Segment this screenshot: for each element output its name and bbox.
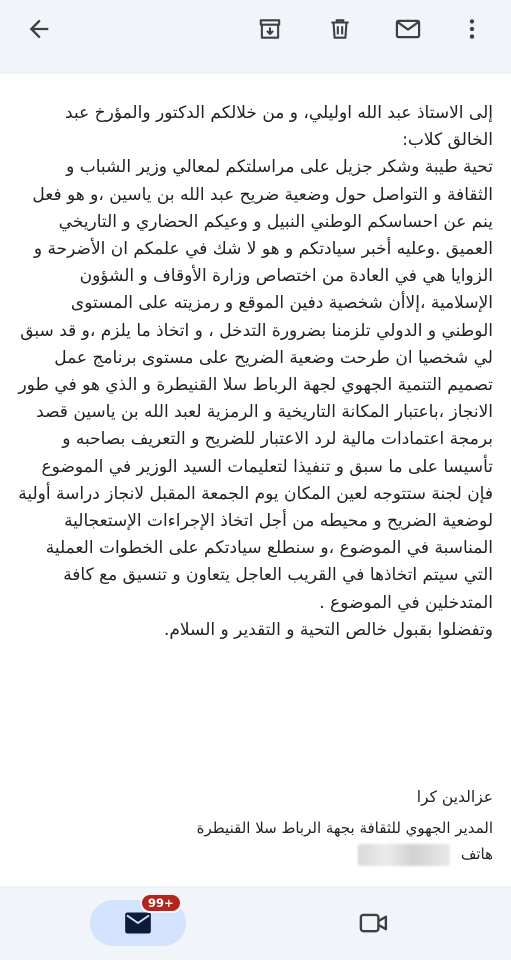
mark-unread-button[interactable] <box>388 9 428 49</box>
arrow-back-icon <box>25 15 53 43</box>
archive-icon <box>257 16 283 42</box>
signature-block <box>18 784 493 867</box>
bottom-navigation <box>0 886 511 960</box>
signature-phone <box>18 841 493 867</box>
top-app-bar <box>0 0 511 74</box>
nav-mail-tab[interactable] <box>90 896 186 946</box>
message-body <box>18 100 493 644</box>
archive-button[interactable] <box>250 9 290 49</box>
more-options-button[interactable] <box>452 9 492 49</box>
signature-name: عزالدين كرا <box>416 788 493 806</box>
mail-icon <box>124 911 152 935</box>
unread-count-badge: 99+ <box>140 893 182 913</box>
trash-icon <box>327 16 353 42</box>
delete-button[interactable] <box>320 9 360 49</box>
message-closing: وتفضلوا بقبول خالص التحية و التقدير و السلام. <box>163 619 493 640</box>
more-vert-icon <box>459 16 485 42</box>
signature-title: المدير الجهوي للثقافة بجهة الرباط سلا القنيطرة <box>196 819 493 837</box>
redacted-phone-number <box>358 844 450 866</box>
video-camera-icon <box>359 910 389 936</box>
mail-icon <box>393 15 423 43</box>
back-button[interactable] <box>19 9 59 49</box>
nav-meet-tab[interactable] <box>354 906 394 940</box>
message-main-paragraph: تحية طيبة وشكر جزيل على مراسلتكم لمعالي وزير الشباب و الثقافة و التواصل حول وضعية ضريح عبد الله بن ياسين ،و هو فعل ينم عن احساسكم الوطني النبيل و وعيكم الحضاري و التاريخي العميق .وعليه أخبر سيادتكم و هو لا شك في علمكم ان الأضرحة و الزوايا هي في العادة من اختصاص وزارة الأوقاف و الشؤون الإسلامية ،إلاأن شخصية دفين الموقع و رمزيته على المستوى الوطني و الدولي تلزمنا بضرورة التدخل ، و اتخاذ ما يلزم ،و قد سبق لي شخصيا ان طرحت وضعية الضريح على مستوى برنامج عمل تصميم التنمية الجهوي لجهة الرباط سلا القنيطرة و الذي هو في طور الانجاز ،باعتبار المكانة التاريخية و الرمزية لعبد الله بن ياسين قصد برمجة اعتمادات مالية لرد الاعتبار للضريح و التعريف بصاحبه و تأسيسا على ما سبق و تنفيذا لتعليمات السيد الوزير في الموضوع فإن لجنة ستتوجه لعين المكان يوم الجمعة المقبل لانجاز دراسة أولية لوضعية الضريح و محيطه من أجل اتخاذ الإجراءات الإستعجالية المناسبة في الموضوع ،و سنطلع سيادتكم على الخطوات العملية التي سيتم اتخاذها في القريب العاجل يتعاون و تنسيق مع كافة المتدخلين في الموضوع . <box>18 157 493 613</box>
phone-label: هاتف <box>460 845 493 863</box>
message-greeting: إلى الاستاذ عبد الله اوليلي، و من خلالكم الدكتور والمؤرخ عبد الخالق كلاب: <box>65 103 493 151</box>
